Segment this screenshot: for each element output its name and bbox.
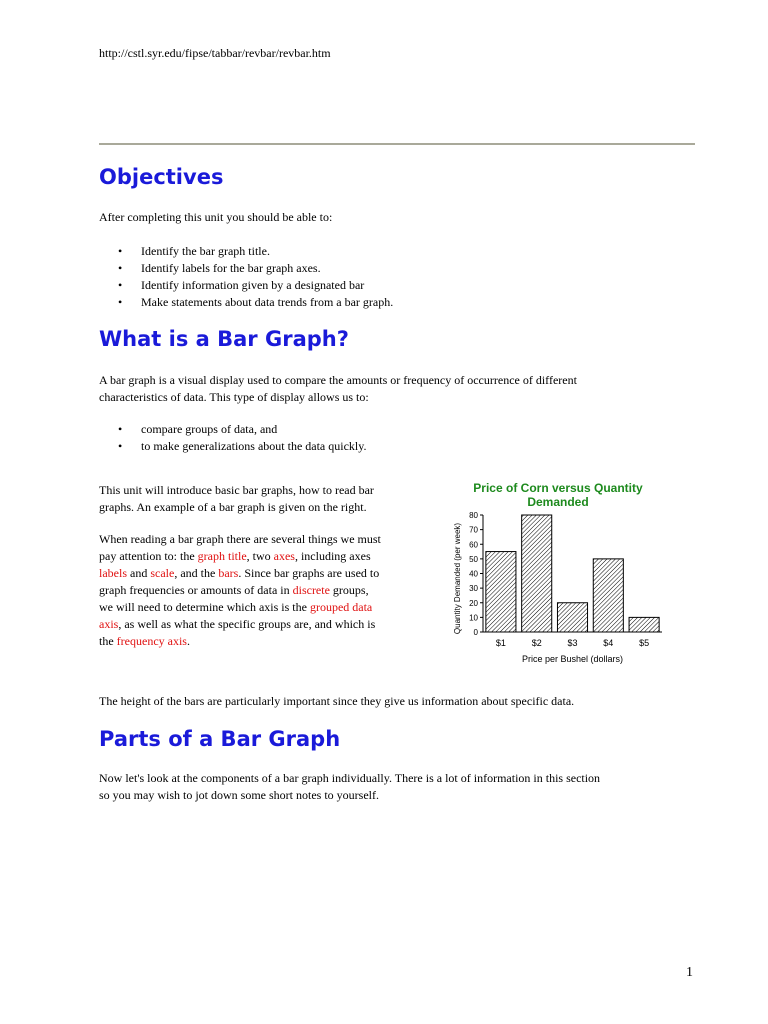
objectives-heading: Objectives bbox=[99, 165, 224, 189]
highlight-frequency-axis: frequency axis bbox=[116, 634, 187, 648]
text-fragment: pay attention to: the bbox=[99, 549, 198, 563]
text-line: A bar graph is a visual display used to compare the amounts or frequency of occurrence of different bbox=[99, 373, 577, 387]
bar-chart bbox=[440, 505, 680, 670]
objectives-intro: After completing this unit you should be able to: bbox=[99, 210, 333, 224]
y-tick-label: 20 bbox=[469, 598, 478, 608]
y-tick-label: 0 bbox=[473, 628, 478, 637]
bar bbox=[557, 603, 587, 632]
list-item: • to make generalizations about the data quickly. bbox=[118, 438, 366, 455]
text-fragment: we will need to determine which axis is the bbox=[99, 600, 310, 614]
text-fragment: the bbox=[99, 634, 117, 648]
x-tick-label: $4 bbox=[603, 638, 614, 648]
y-tick-label: 30 bbox=[469, 584, 478, 594]
text-line: characteristics of data. This type of display allows us to: bbox=[99, 390, 369, 404]
y-tick-label: 10 bbox=[469, 613, 478, 623]
objectives-list bbox=[118, 243, 393, 311]
text-fragment: , including axes bbox=[294, 549, 371, 563]
x-tick-label: $3 bbox=[567, 638, 578, 648]
text-fragment: , as well as what the specific groups are, and which is bbox=[118, 617, 376, 631]
list-item: • Identify information given by a designated bar bbox=[118, 277, 393, 294]
list-item: • Identify labels for the bar graph axes. bbox=[118, 260, 393, 277]
height-note: The height of the bars are particularly important since they give us information about specific data. bbox=[99, 694, 575, 708]
bar bbox=[593, 559, 623, 632]
highlight-grouped-data: grouped data bbox=[309, 600, 373, 614]
text-fragment: groups, bbox=[329, 583, 369, 597]
highlight-labels: labels bbox=[99, 566, 127, 580]
y-tick-label: 70 bbox=[469, 525, 478, 535]
bar bbox=[486, 552, 516, 632]
what-is-list bbox=[118, 421, 366, 455]
reading-paragraph bbox=[99, 531, 381, 650]
y-tick-label: 50 bbox=[469, 554, 478, 564]
highlight-scale: scale bbox=[150, 566, 175, 580]
what-is-heading: What is a Bar Graph? bbox=[99, 327, 349, 351]
x-tick-label: $5 bbox=[639, 638, 650, 648]
bar bbox=[522, 515, 552, 632]
highlight-graph-title: graph title bbox=[197, 549, 247, 563]
text-line: graphs. An example of a bar graph is given on the right. bbox=[99, 500, 367, 514]
chart-title-line: Demanded bbox=[527, 495, 589, 509]
x-axis-label: Price per Bushel (dollars) bbox=[521, 654, 624, 664]
text-line: This unit will introduce basic bar graphs, how to read bar bbox=[99, 483, 374, 497]
page-number: 1 bbox=[686, 965, 693, 980]
highlight-axis: axis bbox=[99, 617, 119, 631]
list-item: • compare groups of data, and bbox=[118, 421, 366, 438]
divider bbox=[99, 143, 695, 145]
y-tick-label: 40 bbox=[469, 569, 478, 579]
list-item: • Identify the bar graph title. bbox=[118, 243, 393, 260]
bar bbox=[629, 617, 659, 632]
text-fragment: graph frequencies or amounts of data in bbox=[99, 583, 293, 597]
y-tick-label: 60 bbox=[469, 540, 478, 550]
x-tick-label: $1 bbox=[495, 638, 506, 648]
parts-heading: Parts of a Bar Graph bbox=[99, 727, 341, 751]
text-line: When reading a bar graph there are several things we must bbox=[99, 532, 381, 546]
text-fragment: . Since bar graphs are used to bbox=[238, 566, 380, 580]
chart-title-line: Price of Corn versus Quantity bbox=[473, 481, 643, 495]
highlight-bars: bars bbox=[218, 566, 239, 580]
list-item: • Make statements about data trends from a bar graph. bbox=[118, 294, 393, 311]
x-tick-label: $2 bbox=[531, 638, 542, 648]
parts-paragraph bbox=[99, 770, 699, 804]
highlight-axes: axes bbox=[273, 549, 295, 563]
text-line: Now let's look at the components of a bar graph individually. There is a lot of information in this section bbox=[99, 771, 601, 785]
y-axis-label: Quantity Demanded (per week) bbox=[453, 522, 462, 635]
text-line: so you may wish to jot down some short notes to yourself. bbox=[99, 788, 379, 802]
text-fragment: . bbox=[186, 634, 190, 648]
text-fragment: , two bbox=[246, 549, 274, 563]
y-tick-label: 80 bbox=[469, 511, 478, 520]
text-fragment: and bbox=[127, 566, 151, 580]
text-fragment: , and the bbox=[174, 566, 219, 580]
intro-paragraph bbox=[99, 482, 374, 516]
source-url: http://cstl.syr.edu/fipse/tabbar/revbar/revbar.htm bbox=[99, 46, 331, 60]
what-is-paragraph bbox=[99, 372, 699, 406]
highlight-discrete: discrete bbox=[292, 583, 330, 597]
